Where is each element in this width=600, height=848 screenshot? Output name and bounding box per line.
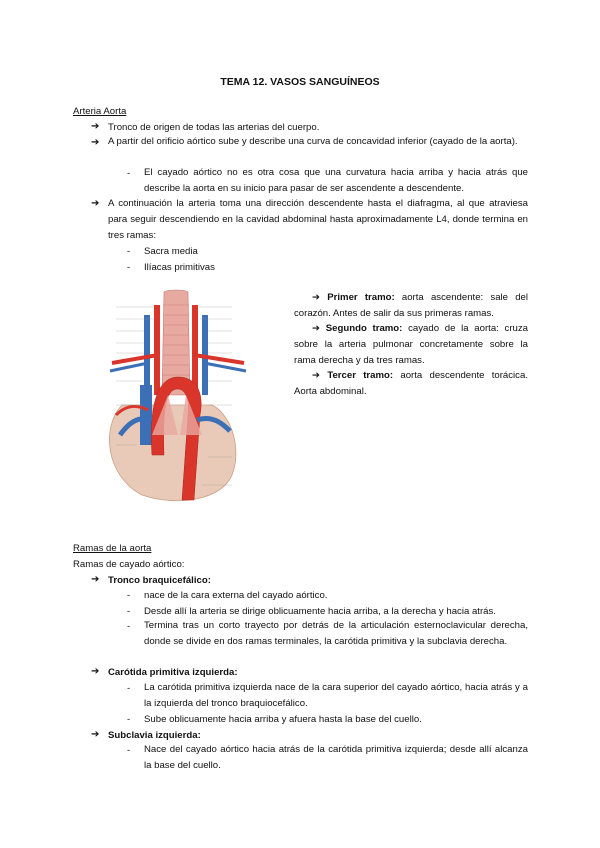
tramo-primer (294, 290, 528, 322)
branch-name: Subclavia izquierda: (108, 730, 201, 741)
arrow-bullet-icon: ➔ (91, 121, 100, 132)
bullet-text: A partir del orificio aórtico sube y describe una curva de concavidad inferior (cayado de la aorta). (108, 136, 518, 147)
bullet-text: A continuación la arteria toma una dirección descendente hasta el diafragma, al que atraviesa para seguir descendiendo en la cavidad abdominal hasta aproximadamente L4, donde termina en tres ramas: (108, 198, 528, 241)
section-heading-arteria-aorta: Arteria Aorta (73, 106, 127, 117)
dash-bullet-icon: - (127, 745, 131, 756)
arrow-bullet-icon: ➔ (91, 574, 100, 585)
branch-item: La carótida primitiva izquierda nace de la cara superior del cayado aórtico, hacia atrás y a la izquierda del tronco braquiocefálico. (144, 682, 528, 709)
leader-lines (82, 285, 274, 503)
tramo-text: aorta descendente torácica. Aorta abdominal. (294, 370, 528, 397)
dash-bullet-icon: - (127, 590, 131, 601)
dash-bullet-icon: - (127, 606, 131, 617)
arrow-bullet-icon: ➔ (91, 137, 100, 148)
dash-bullet-icon: - (127, 621, 131, 632)
sub-bullet-text: Sacra media (144, 246, 198, 257)
sub-bullet-text: El cayado aórtico no es otra cosa que una curvatura hacia arriba y hacia atrás que describe la aorta en su inicio para pasar de ser ascendente a descendente. (144, 167, 528, 194)
tramo-text: aorta ascendente: sale del corazón. Antes de salir da sus primeras ramas. (294, 292, 529, 319)
branch-name: Carótida primitiva izquierda: (108, 667, 238, 678)
branch-item: Termina tras un corto trayecto por detrás de la articulación esternoclavicular derecha, donde se divide en dos ramas terminales, la carótida primitiva y la subclavia derecha. (144, 620, 528, 647)
dash-bullet-icon: - (127, 714, 131, 725)
tramo-label: Segundo tramo: (325, 323, 403, 334)
branch-item: Nace del cayado aórtico hacia atrás de la carótida primitiva izquierda; desde allí alcanza la base del cuello. (144, 744, 528, 771)
arrow-bullet-icon: ➔ (91, 729, 100, 740)
dash-bullet-icon: - (127, 168, 131, 179)
branch-item: Sube oblicuamente hacia arriba y afuera hasta la base del cuello. (144, 714, 422, 725)
dash-bullet-icon: - (127, 683, 131, 694)
tramo-text: cayado de la aorta: cruza sobre la arteria pulmonar concretamente sobre la rama derecha y da tres ramas. (294, 323, 529, 366)
tramo-tercer (294, 368, 528, 400)
arrow-bullet-icon: ➔ (312, 323, 321, 334)
branch-item: nace de la cara externa del cayado aórtico. (144, 590, 328, 601)
section-heading-ramas: Ramas de la aorta (73, 543, 152, 554)
tramo-label: Tercer tramo: (327, 370, 394, 381)
arrow-bullet-icon: ➔ (312, 292, 321, 303)
arrow-bullet-icon: ➔ (91, 666, 100, 677)
aorta-anatomy-figure (82, 285, 274, 503)
dash-bullet-icon: - (127, 262, 131, 273)
tramo-segundo (294, 321, 528, 369)
sub-bullet-text: Ilíacas primitivas (144, 262, 215, 273)
branch-item: Desde allí la arteria se dirige oblicuamente hacia arriba, a la derecha y hacia atrás. (144, 606, 496, 617)
section-intro: Ramas de cayado aórtico: (73, 559, 185, 570)
tramo-label: Primer tramo: (327, 292, 395, 303)
arrow-bullet-icon: ➔ (91, 198, 100, 209)
arrow-bullet-icon: ➔ (312, 370, 321, 381)
dash-bullet-icon: - (127, 246, 131, 257)
branch-name: Tronco braquicefálico: (108, 575, 211, 586)
page-title: TEMA 12. VASOS SANGUÍNEOS (220, 76, 380, 88)
bullet-text: Tronco de origen de todas las arterias del cuerpo. (108, 122, 320, 133)
